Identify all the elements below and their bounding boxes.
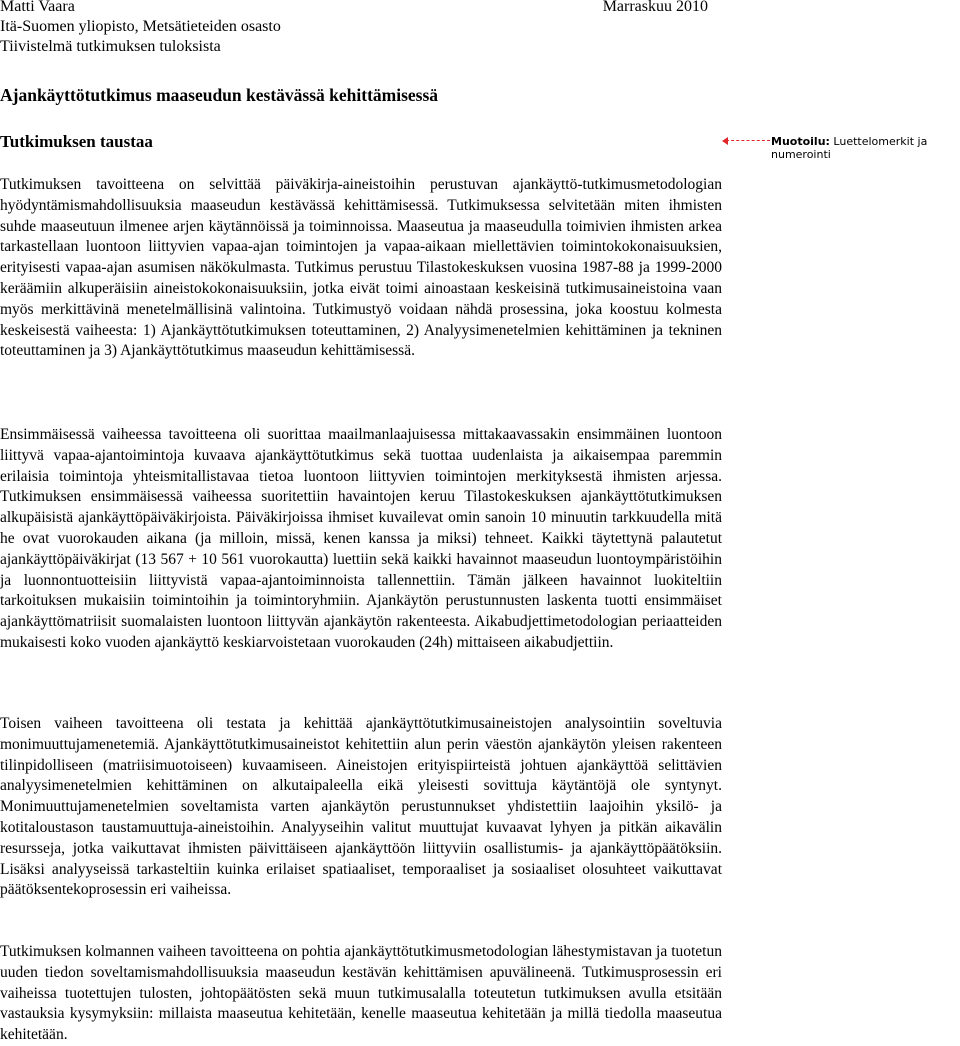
paragraph-text: Tutkimuksen kolmannen vaiheen tavoitteena on pohtia ajankäyttötutkimusmetodologian lähestymistavan ja tuotetun uuden tiedon soveltamismahdollisuuksia maaseudun kestävän kehittämisen apuvälineenä. Tutkimusprosessin eri vaiheissa tuotettujen tulosten, johtopäätösten sekä muun tutkimusalalla toteutetun tutkimuksen avulla etsitään vastauksia kysymyksiin: millaista maaseutua kehitetään, kenelle maaseutua kehitetään ja millä tiedolla maaseutua kehitetään. [0,943,722,1044]
paragraph-4 [0,942,722,1046]
section-heading: Tutkimuksen taustaa [0,132,153,151]
paragraph-2 [0,425,722,654]
paragraph-text: Tutkimuksen tavoitteena on selvittää päiväkirja-aineistoihin perustuvan ajankäyttö-tutkimusmetodologian hyödyntämismahdollisuuksia maaseudun kestävässä kehittämisessä. Tutkimuksessa selvitetään miten ihmisten suhde maaseutuun ilmenee arjen käytännöissä ja toiminnoissa. Maaseutua ja maaseudulla toimivien ihmisten arkea tarkastellaan luontoon liittyvien vapaa-ajan toimintojen ja vapaa-aikaan miellettävien toimintokokonaisuuksien, erityisesti vapaa-ajan asumisen näkökulmasta. Tutkimus perustuu Tilastokeskuksen vuosina 1987-88 ja 1999-2000 keräämiin alkuperäisiin aineistokokonaisuuksiin, jotka eivät toimi ainoastaan keskeisinä tutkimusaineistoina vaan myös merkittävinä menetelmällisinä valintoina. Tutkimustyö voidaan nähdä prosessina, joka koostuu kolmesta keskeisestä vaiheesta: 1) Ajankäyttötutkimuksen toteuttaminen, 2) Analyysimenetelmien kehittäminen ja tekninen toteuttaminen ja 3) Ajankäyttötutkimus maaseudun kehittämisessä. [0,176,722,360]
document-date: Marraskuu 2010 [602,0,708,15]
header-top-row [0,0,708,17]
comment-label: Muotoilu: [771,135,830,148]
page-header [0,0,708,57]
document-title: Ajankäyttötutkimus maaseudun kestävässä kehittämisessä [0,85,439,105]
comment-text: Luettelomerkit ja numerointi [771,135,928,161]
paragraph-text: Ensimmäisessä vaiheessa tavoitteena oli suorittaa maailmanlaajuisessa mittakaavassakin ensimmäinen luontoon liittyvä vapaa-ajantoimintoja kuvaava ajankäyttötutkimus sekä tuottaa uudenlaista ja aikaisempaa paremmin erilaisia toimintoja yhteismitallistavaa tietoa luontoon liittyvien toimintojen merkityksestä ihmisten arjessa. Tutkimuksen ensimmäisessä vaiheessa suoritettiin havaintojen keruu Tilastokeskuksen ajankäyttötutkimuksen alkupäisistä ajankäyttöpäiväkirjoista. Päiväkirjoissa ihmiset kuvailevat omin sanoin 10 minuutin tarkkuudella mitä he ovat vuorokauden aikana (ja milloin, missä, kenen kanssa ja miksi) tehneet. Kaikki täytettynä palautetut ajankäyttöpäiväkirjat (13 567 + 10 561 vuorokautta) luettiin sekä kaikki havainnot maaseudun luontoympäristöihin ja luonnontuotteisiin liittyvistä vapaa-ajantoiminnoista tallennettiin. Tämän jälkeen havainnot luokiteltiin tarkoituksen mukaisiin toimintoihin ja toimintoryhmiin. Ajankäytön perustunnusten laskenta tuotti ensimmäiset ajankäyttömatriisit suomalaisten luontoon liittyvän ajankäytön rakenteesta. Aikabudjettimetodologian periaatteiden mukaisesti koko vuoden ajankäyttö keskiarvoistetaan vuorokauden (24h) mittaiseen aikabudjettiin. [0,426,722,651]
comment-connector-line [726,140,770,141]
paragraph-text: Toisen vaiheen tavoitteena oli testata ja kehittää ajankäyttötutkimusaineistojen analysointiin soveltuvia monimuuttujamenetemiä. Ajankäyttötutkimusaineistot kehitettiin alun perin väestön ajankäytön yleisen rakenteen tilinpidolliseen (matriisimuotoiseen) kuvaamiseen. Aineistojen erityispiirteistä johtuen ajankäyttöä selittävien analyysimenetelmien kehittäminen on alkutaipaleella eikä yleisesti sovittuja käytäntöjä ole syntynyt. Monimuuttujamenetelmien soveltamista varten ajankäytön perustunnukset yhdistettiin laajoihin yksilö- ja kotitaloustason taustamuuttuja-aineistoihin. Analyyseihin valitut muuttujat kuvaavat lyhyen ja pitkän aikavälin resursseja, jotka vaikuttavat ihmisten päivittäiseen ajankäyttöön liittyviin osallistumis- ja ajankäyttöpäätöksiin. Lisäksi analyyseissä tarkasteltiin kuinka erilaiset spatiaaliset, temporaaliset ja sosiaaliset olosuhteet vaikuttavat päätöksentekoprosessin eri vaiheissa. [0,715,722,899]
institution: Itä-Suomen yliopisto, Metsätieteiden osasto [0,18,281,35]
comment-arrow-icon [722,137,728,145]
paragraph-3 [0,714,722,901]
author-name: Matti Vaara [0,0,75,15]
paragraph-1 [0,175,722,362]
document-type: Tiivistelmä tutkimuksen tuloksista [0,38,221,55]
formatting-comment[interactable] [771,135,956,161]
